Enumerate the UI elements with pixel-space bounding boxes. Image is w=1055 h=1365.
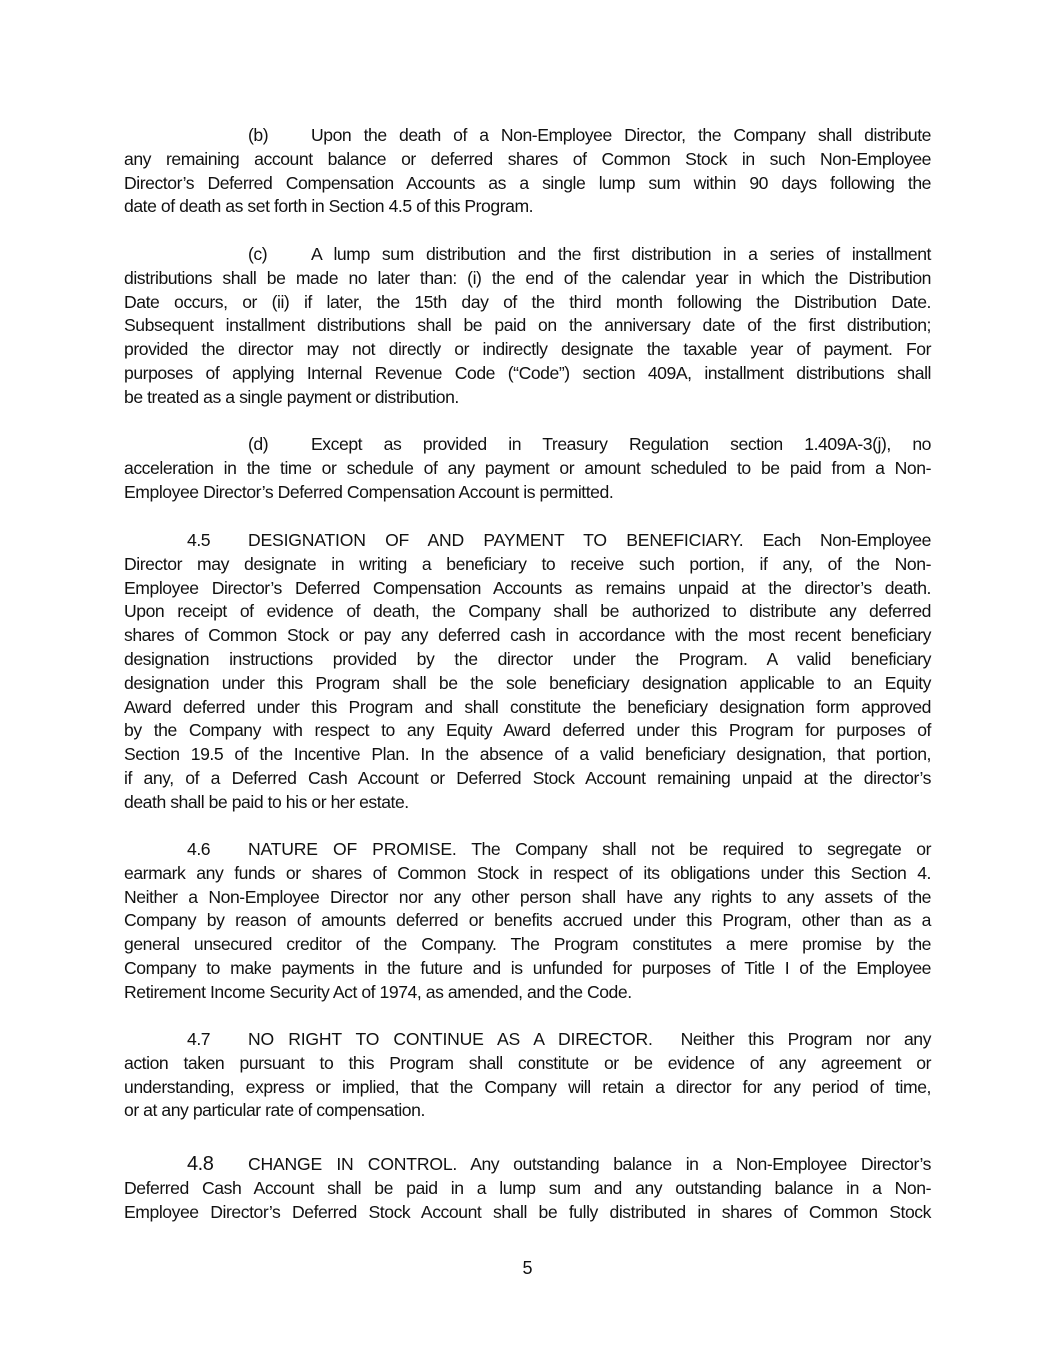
section-number: 4.6 xyxy=(187,839,211,859)
paragraph-line: distributions shall be made no later than: (i) the end of the calendar year in which the Distribution xyxy=(124,267,931,288)
section-first-line: 4.7 NO RIGHT TO CONTINUE AS A DIRECTOR. Neither this Program nor any xyxy=(124,1028,931,1052)
paragraph-line: Retirement Income Security Act of 1974, as amended, and the Code. xyxy=(124,981,632,1002)
paragraph-line: if any, of a Deferred Cash Account or Deferred Stock Account remaining unpaid at the director’s xyxy=(124,767,931,788)
section-4-8 xyxy=(124,1153,931,1224)
section-heading: NATURE OF PROMISE. xyxy=(248,839,457,859)
section-first-line: 4.5 DESIGNATION OF AND PAYMENT TO BENEFICIARY. Each Non-Employee xyxy=(124,529,931,553)
paragraph-line: acceleration in the time or schedule of any payment or amount scheduled to be paid from a Non- xyxy=(124,457,931,478)
paragraph-line: or at any particular rate of compensation. xyxy=(124,1100,425,1121)
section-number: 4.8 xyxy=(187,1153,214,1175)
section-heading: NO RIGHT TO CONTINUE AS A DIRECTOR. xyxy=(248,1029,653,1049)
paragraph-line: Subsequent installment distributions shall be paid on the anniversary date of the first distribution; xyxy=(124,315,931,336)
paragraph-line: any remaining account balance or deferred shares of Common Stock in such Non-Employee xyxy=(124,148,931,169)
paragraph-line: provided the director may not directly or indirectly designate the taxable year of payment. For xyxy=(124,339,931,360)
paragraph-line: Deferred Cash Account shall be paid in a lump sum and any outstanding balance in a Non- xyxy=(124,1177,931,1198)
paragraph-line: date of death as set forth in Section 4.5 of this Program. xyxy=(124,196,534,217)
section-number: 4.7 xyxy=(187,1029,211,1049)
paragraph-line: Employee Director’s Deferred Compensation Account is permitted. xyxy=(124,481,614,502)
paragraph-line: Company by reason of amounts deferred or benefits accrued under this Program, other than as a xyxy=(124,910,931,931)
paragraph-line: Award deferred under this Program and shall constitute the beneficiary designation form approved xyxy=(124,696,931,717)
section-4-5 xyxy=(124,529,931,815)
section-heading: CHANGE IN CONTROL. xyxy=(248,1154,458,1174)
paragraph-line: Neither a Non-Employee Director nor any other person shall have any rights to any assets of the xyxy=(124,886,931,907)
paragraph-d xyxy=(124,433,931,504)
paragraph-line: death shall be paid to his or her estate. xyxy=(124,791,409,812)
paragraph-line: designation under this Program shall be the sole beneficiary designation applicable to an Equity xyxy=(124,672,931,693)
paragraph-line: Employee Director’s Deferred Compensation Accounts as remains unpaid at the director’s death. xyxy=(124,577,931,598)
paragraph-line: Company to make payments in the future and is unfunded for purposes of Title I of the Employee xyxy=(124,957,931,978)
paragraph-marker: (d) xyxy=(248,434,269,454)
section-first-line: 4.6 NATURE OF PROMISE. The Company shall not be required to segregate or xyxy=(124,838,931,862)
paragraph-line: Employee Director’s Deferred Stock Account shall be fully distributed in shares of Common Stock xyxy=(124,1201,931,1222)
paragraph-b xyxy=(124,124,931,219)
section-4-6 xyxy=(124,838,931,1005)
section-first-line: 4.8 CHANGE IN CONTROL. Any outstanding balance in a Non-Employee Director’s xyxy=(187,1153,932,1175)
paragraph-line: (c) A lump sum distribution and the first distribution in a series of installment xyxy=(124,243,931,267)
paragraph-line: action taken pursuant to this Program shall constitute or be evidence of any agreement or xyxy=(124,1052,931,1073)
paragraph-line: earmark any funds or shares of Common Stock in respect of its obligations under this Section 4. xyxy=(124,862,931,883)
paragraph-line: understanding, express or implied, that the Company will retain a director for any period of time, xyxy=(124,1076,931,1097)
paragraph-line: (b) Upon the death of a Non-Employee Director, the Company shall distribute xyxy=(124,124,931,148)
paragraph-line: purposes of applying Internal Revenue Code (“Code”) section 409A, installment distributions shall xyxy=(124,362,931,383)
paragraph-line: Director may designate in writing a beneficiary to receive such portion, if any, of the Non- xyxy=(124,553,931,574)
paragraph-line: be treated as a single payment or distribution. xyxy=(124,386,459,407)
paragraph-line: Date occurs, or (ii) if later, the 15th day of the third month following the Distribution Date. xyxy=(124,291,931,312)
paragraph-line: shares of Common Stock or pay any deferred cash in accordance with the most recent beneficiary xyxy=(124,625,931,646)
paragraph-line: Upon receipt of evidence of death, the Company shall be authorized to distribute any deferred xyxy=(124,601,931,622)
paragraph-line: Director’s Deferred Compensation Accounts as a single lump sum within 90 days following the xyxy=(124,172,931,193)
paragraph-line: designation instructions provided by the director under the Program. A valid beneficiary xyxy=(124,648,931,669)
section-number: 4.5 xyxy=(187,530,211,550)
paragraph-line: (d) Except as provided in Treasury Regulation section 1.409A-3(j), no xyxy=(124,433,931,457)
paragraph-marker: (b) xyxy=(248,125,269,145)
paragraph-marker: (c) xyxy=(248,244,268,264)
paragraph-line: general unsecured creditor of the Company. The Program constitutes a mere promise by the xyxy=(124,934,931,955)
paragraph-c xyxy=(124,243,931,410)
section-4-7 xyxy=(124,1028,931,1123)
paragraph-line: by the Company with respect to any Equity Award deferred under this Program for purposes of xyxy=(124,720,931,741)
paragraph-line: Section 19.5 of the Incentive Plan. In the absence of a valid beneficiary designation, that portion, xyxy=(124,744,931,765)
section-heading: DESIGNATION OF AND PAYMENT TO BENEFICIARY. xyxy=(248,530,744,550)
page-number: 5 xyxy=(522,1258,533,1278)
